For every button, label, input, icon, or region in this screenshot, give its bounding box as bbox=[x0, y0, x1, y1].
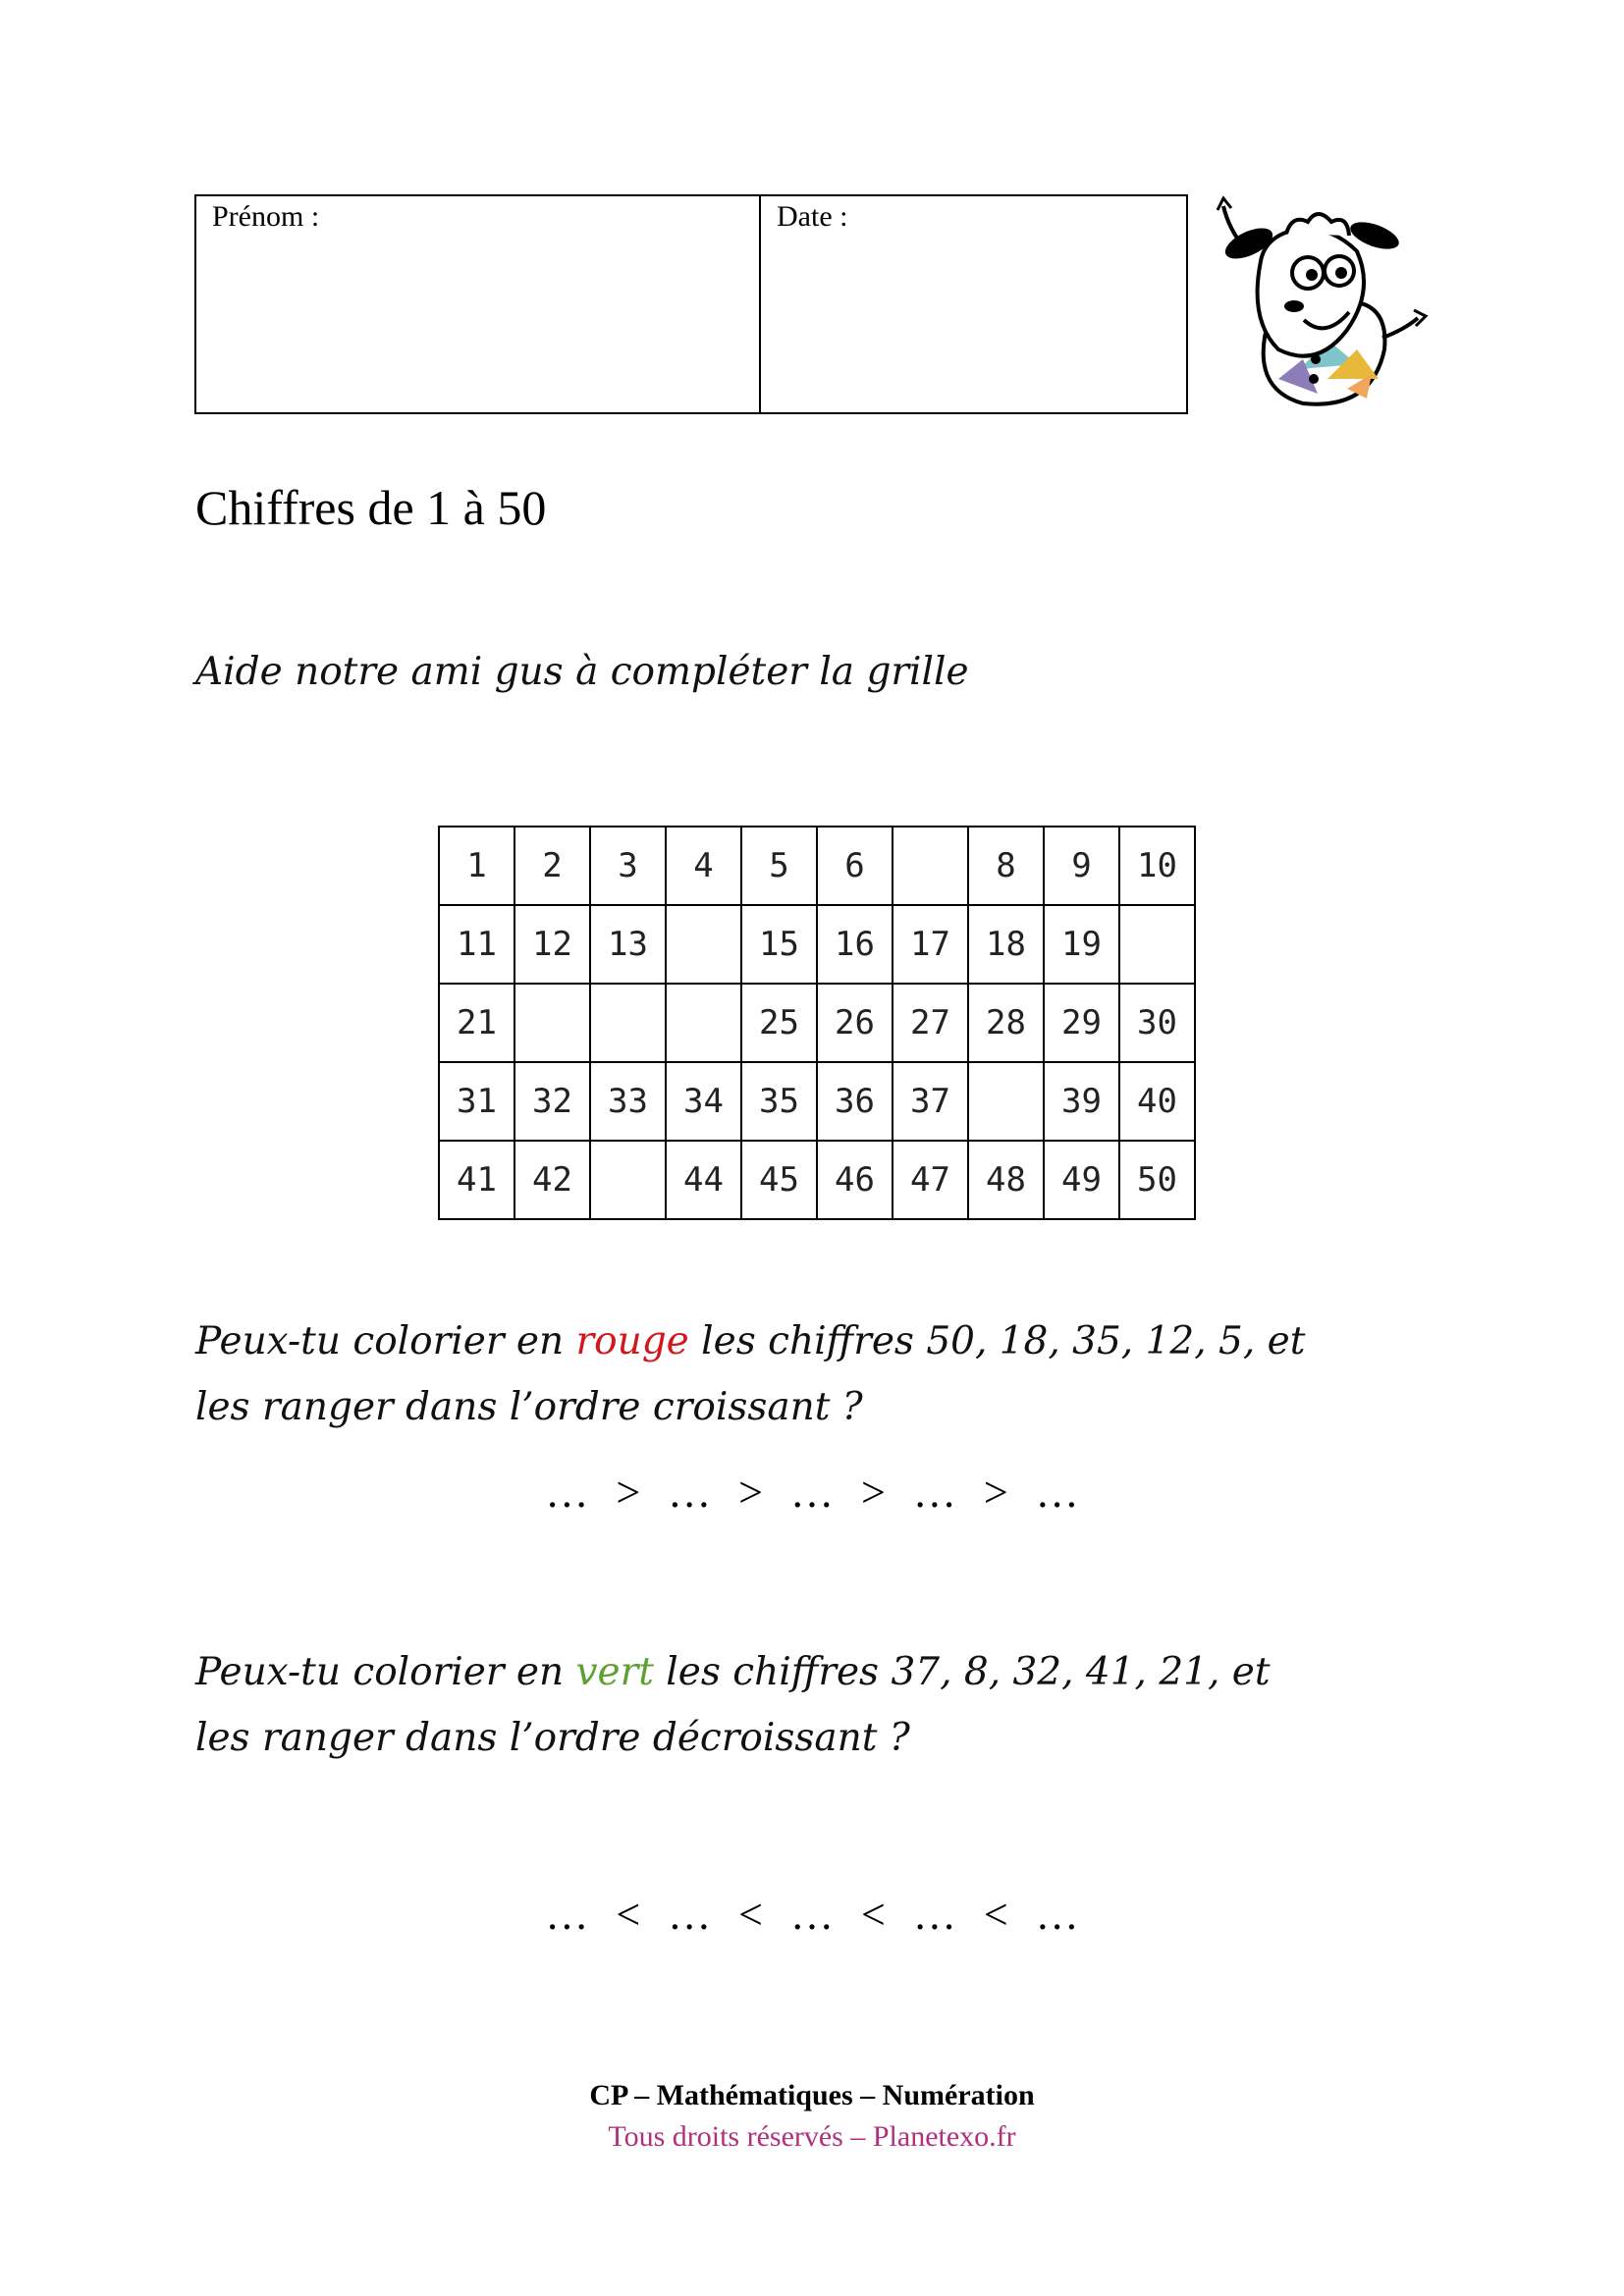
grid-cell: 34 bbox=[666, 1062, 741, 1141]
answer-blank[interactable]: … bbox=[1035, 1891, 1079, 1939]
grid-row bbox=[439, 827, 1195, 905]
grid-cell: 12 bbox=[514, 905, 590, 984]
comparison-sign: > bbox=[983, 1468, 1008, 1517]
answer-blank[interactable]: … bbox=[668, 1891, 712, 1939]
comparison-sign: < bbox=[861, 1891, 886, 1939]
name-date-box bbox=[194, 194, 1188, 414]
question-green bbox=[195, 1639, 1472, 1771]
ascending-sequence[interactable] bbox=[0, 1468, 1624, 1518]
page-title: Chiffres de 1 à 50 bbox=[195, 480, 547, 535]
question-green-line1 bbox=[195, 1639, 1472, 1705]
grid-cell: 41 bbox=[439, 1141, 514, 1219]
instruction-text: Aide notre ami gus à compléter la grille bbox=[195, 650, 969, 694]
answer-blank[interactable]: … bbox=[912, 1891, 956, 1939]
grid-cell-empty[interactable] bbox=[893, 827, 968, 905]
green-color-word: vert bbox=[575, 1650, 654, 1694]
grid-cell: 19 bbox=[1044, 905, 1119, 984]
grid-cell: 1 bbox=[439, 827, 514, 905]
grid-cell: 27 bbox=[893, 984, 968, 1062]
question-green-suffix: les chiffres 37, 8, 32, 41, 21, et bbox=[653, 1650, 1271, 1694]
comparison-sign: < bbox=[616, 1891, 641, 1939]
grid-cell-empty[interactable] bbox=[666, 984, 741, 1062]
number-grid bbox=[438, 826, 1196, 1220]
grid-cell: 39 bbox=[1044, 1062, 1119, 1141]
grid-cell: 36 bbox=[817, 1062, 893, 1141]
grid-cell: 26 bbox=[817, 984, 893, 1062]
grid-cell: 28 bbox=[968, 984, 1044, 1062]
answer-blank[interactable]: … bbox=[1035, 1468, 1079, 1517]
grid-cell: 37 bbox=[893, 1062, 968, 1141]
grid-cell: 2 bbox=[514, 827, 590, 905]
comparison-sign: < bbox=[983, 1891, 1008, 1939]
question-red-suffix: les chiffres 50, 18, 35, 12, 5, et bbox=[688, 1319, 1306, 1363]
question-red-line1 bbox=[195, 1308, 1472, 1374]
date-label: Date : bbox=[777, 200, 848, 233]
comparison-sign: > bbox=[861, 1468, 886, 1517]
grid-row bbox=[439, 984, 1195, 1062]
comparison-sign: > bbox=[616, 1468, 641, 1517]
grid-cell: 40 bbox=[1119, 1062, 1195, 1141]
comparison-sign: < bbox=[738, 1891, 763, 1939]
grid-cell: 6 bbox=[817, 827, 893, 905]
grid-cell: 50 bbox=[1119, 1141, 1195, 1219]
date-field[interactable] bbox=[761, 196, 1186, 412]
grid-cell: 29 bbox=[1044, 984, 1119, 1062]
grid-cell: 5 bbox=[741, 827, 817, 905]
red-color-word: rouge bbox=[575, 1319, 689, 1363]
grid-cell-empty[interactable] bbox=[968, 1062, 1044, 1141]
grid-cell: 4 bbox=[666, 827, 741, 905]
answer-blank[interactable]: … bbox=[790, 1468, 834, 1517]
grid-cell: 46 bbox=[817, 1141, 893, 1219]
answer-blank[interactable]: … bbox=[790, 1891, 834, 1939]
grid-cell: 17 bbox=[893, 905, 968, 984]
grid-cell: 47 bbox=[893, 1141, 968, 1219]
grid-cell-empty[interactable] bbox=[1119, 905, 1195, 984]
question-red bbox=[195, 1308, 1472, 1440]
grid-cell: 13 bbox=[590, 905, 666, 984]
question-green-prefix: Peux-tu colorier en bbox=[195, 1650, 576, 1694]
grid-row bbox=[439, 1062, 1195, 1141]
grid-cell: 25 bbox=[741, 984, 817, 1062]
comparison-sign: > bbox=[738, 1468, 763, 1517]
grid-row bbox=[439, 905, 1195, 984]
grid-cell: 44 bbox=[666, 1141, 741, 1219]
question-red-line2: les ranger dans l’ordre croissant ? bbox=[195, 1385, 863, 1429]
grid-cell: 45 bbox=[741, 1141, 817, 1219]
question-green-line2: les ranger dans l’ordre décroissant ? bbox=[195, 1716, 910, 1760]
grid-cell: 16 bbox=[817, 905, 893, 984]
grid-cell: 49 bbox=[1044, 1141, 1119, 1219]
answer-blank[interactable]: … bbox=[912, 1468, 956, 1517]
grid-cell-empty[interactable] bbox=[666, 905, 741, 984]
grid-cell: 31 bbox=[439, 1062, 514, 1141]
footer-subject: CP – Mathématiques – Numération bbox=[589, 2079, 1035, 2111]
grid-cell: 3 bbox=[590, 827, 666, 905]
grid-cell: 30 bbox=[1119, 984, 1195, 1062]
answer-blank[interactable]: … bbox=[545, 1891, 589, 1939]
grid-cell: 33 bbox=[590, 1062, 666, 1141]
grid-cell: 10 bbox=[1119, 827, 1195, 905]
grid-cell: 9 bbox=[1044, 827, 1119, 905]
grid-cell: 8 bbox=[968, 827, 1044, 905]
prenom-field[interactable] bbox=[196, 196, 761, 412]
grid-cell: 42 bbox=[514, 1141, 590, 1219]
grid-cell-empty[interactable] bbox=[590, 984, 666, 1062]
question-red-prefix: Peux-tu colorier en bbox=[195, 1319, 576, 1363]
grid-cell: 11 bbox=[439, 905, 514, 984]
grid-cell-empty[interactable] bbox=[514, 984, 590, 1062]
grid-cell: 21 bbox=[439, 984, 514, 1062]
grid-cell: 48 bbox=[968, 1141, 1044, 1219]
prenom-label: Prénom : bbox=[212, 200, 320, 233]
grid-cell: 35 bbox=[741, 1062, 817, 1141]
grid-cell: 18 bbox=[968, 905, 1044, 984]
grid-cell: 32 bbox=[514, 1062, 590, 1141]
grid-row bbox=[439, 1141, 1195, 1219]
answer-blank[interactable]: … bbox=[668, 1468, 712, 1517]
grid-cell: 15 bbox=[741, 905, 817, 984]
grid-cell-empty[interactable] bbox=[590, 1141, 666, 1219]
answer-blank[interactable]: … bbox=[545, 1468, 589, 1517]
sheep-mascot-icon bbox=[1210, 192, 1437, 420]
descending-sequence[interactable] bbox=[0, 1890, 1624, 1940]
footer-copyright[interactable]: Tous droits réservés – Planetexo.fr bbox=[608, 2120, 1016, 2153]
